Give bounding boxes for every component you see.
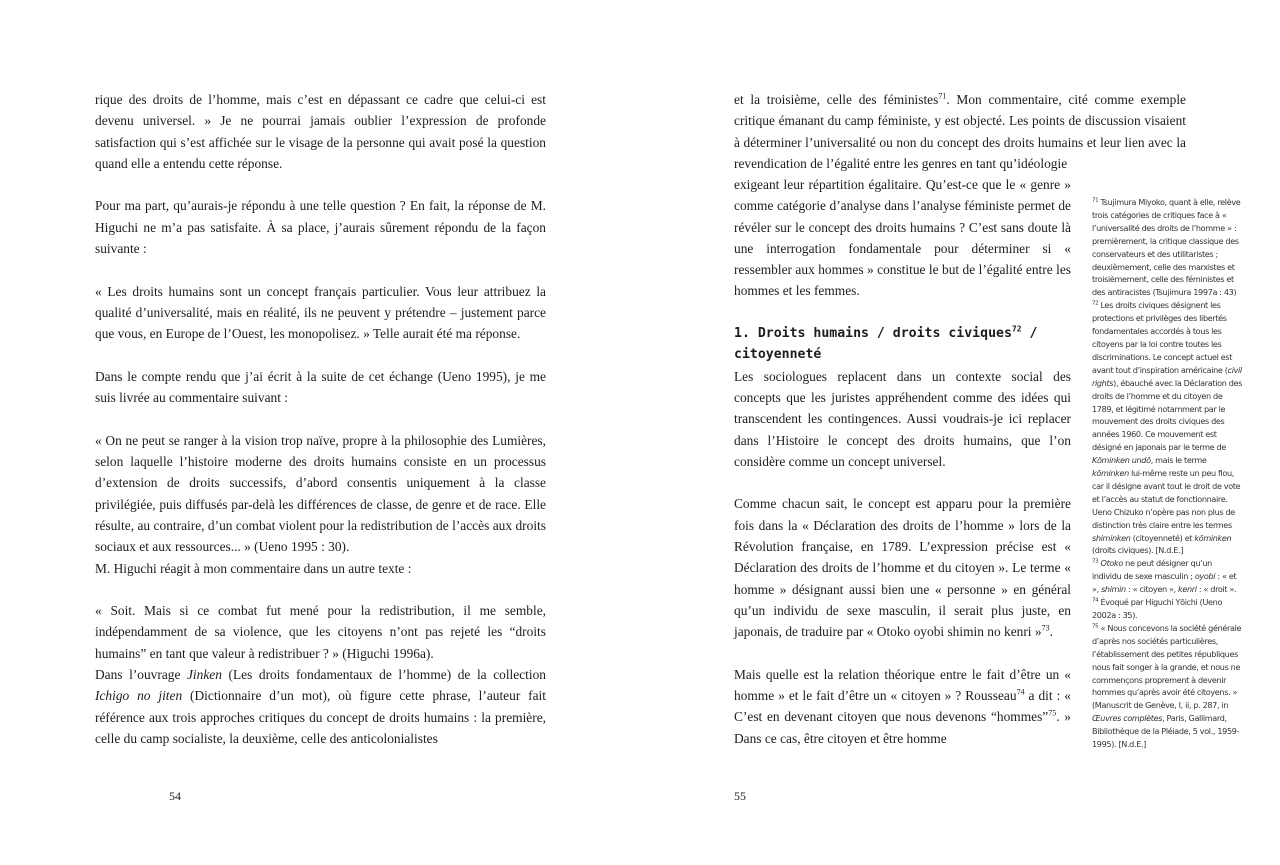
page-number: 54 [169,789,181,803]
right-body [734,174,1071,749]
paragraph: Comme chacun sait, le concept est apparu pour la première fois dans la « Déclaration des droits de l’homme » lors de la Révolution française, en 1789. L’expression précise est « Déclaration des droits de l’homme et du citoyen ». Le terme « homme » désignant aussi bien une « personne » en général qu’un individu de sexe masculin, il serait plus juste, en japonais, de traduire par « Otoko oyobi shimin no kenri »$^{73}$. [734,496,1071,640]
footnote-71: $^{71}$ Tsujimura Miyoko, quant à elle, relève trois catégories de critiques face à « l’universalité des droits de l’homme » : premièrement, la critique classique des conservateurs et des utilitaristes ; deuxièmement, celle des marxistes et troisièmement, celle des féministes et des antiracistes (Tsujimura 1997a : 43) [1092,197,1241,298]
paragraph: Dans l’ouvrage Jinken (Les droits fondamentaux de l’homme) de la collection Ichigo no jiten (Dictionnaire d’un mot), où figure cette phrase, l’auteur fait référence aux trois approches critiques du concept de droits humains : la première, celle du camp socialiste, la deuxième, celle des anticolonialistes [95,667,546,746]
page-number: 55 [734,789,746,803]
paragraph: rique des droits de l’homme, mais c’est en dépassant ce cadre que celui-ci est devenu universel. » Je ne pourrai jamais oublier l’expression de profonde satisfaction qui s’est affichée sur le visage de la personne qui avait posé la question quand elle a entendu cette réponse. [95,92,546,171]
quote-paragraph: « Les droits humains sont un concept français particulier. Vous leur attribuez la qualité d’universalité, mais en réalité, ils ne peuvent y prétendre – justement parce que vous, en Europe de l’Ouest, les monopolisez. » Telle aurait été ma réponse. [95,283,546,342]
book-title: Ichigo no jiten [95,688,183,704]
footnote-ref[interactable]: 72 [1011,324,1022,334]
footnote-ref[interactable]: 71 [938,91,947,101]
left-body [95,89,546,749]
right-page [640,0,1280,865]
footnote-72: $^{72}$ Les droits civiques désignent les protections et privilèges des libertés fondamentales accordés à tous les citoyens par la loi contre toutes les discriminations. Le concept actuel est avant tout d’inspiration américaine (civil rights), ébauché avec la Déclaration des droits de l’homme et du citoyen de 1789, et légitimé notamment par le mouvement des droits civiques des années 1960. Ce mouvement est désigné en japonais par le terme de Kōminken undō, mais le terme kōminken lui-même reste un peu flou, car il désigne avant tout le droit de vote et l’accès au statut de fonctionnaire. Ueno Chizuko n’opère pas non plus de distinction très claire entre les termes shiminken (citoyenneté) et kōminken (droits civiques). [N.d.E.] [1092,300,1242,556]
paragraph: exigeant leur répartition égalitaire. Qu’est-ce que le « genre » comme catégorie d’analyse dans l’analyse féministe permet de révéler sur le concept des droits humains ? C’est sans doute là une interrogation fondamentale pour déterminer si « ressembler aux hommes » constitue le but de l’égalité entre les hommes et les femmes. [734,177,1071,299]
footnote-ref[interactable]: 75 [1048,708,1057,718]
paragraph: Les sociologues replacent dans un contexte social des concepts que les juristes appréhendent comme des idées qui transcendent les contingences. Aussi voudrais-je ici replacer dans l’Histoire le concept des droits humains, que l’on considère comme un concept universel. [734,368,1071,469]
footnote-74: $^{74}$ Évoqué par Higuchi Yōichi (Ueno 2002a : 35). [1092,597,1223,620]
section-heading: 1. Droits humains / droits civiques$^{72}$ / [734,324,1038,342]
paragraph: Mais quelle est la relation théorique entre le fait d’être un « homme » et le fait d’être un « citoyen » ? Rousseau$^{74}$ a dit : « C’est en devenant citoyen que nous devenons “hommes”$^{75}$. » Dans ce cas, être citoyen et être homme [734,666,1071,746]
book-title: Jinken [186,667,222,683]
margin-notes [1092,196,1242,751]
paragraph: et la troisième, celle des féministes$^{71}$. Mon commentaire, cité comme exemple critique émanant du camp féministe, y est objecté. Les points de discussion visaient à déterminer l’universalité ou non du concept des droits humains et leur lien avec la revendication de l’égalité entre les genres en tant qu’idéologie [734,91,1186,171]
footnote-73: $^{73}$ Otoko ne peut désigner qu’un individu de sexe masculin ; oyobi : « et », shimin : « citoyen », kenri : « droit ». [1092,558,1237,595]
paragraph: Pour ma part, qu’aurais-je répondu à une telle question ? En fait, la réponse de M. Higuchi ne m’a pas satisfaite. À sa place, j’aurais sûrement répondu de la façon suivante : [95,198,546,257]
right-body-top [734,89,1186,174]
footnote-ref[interactable]: 73 [1041,623,1050,633]
paragraph: Dans le compte rendu que j’ai écrit à la suite de cet échange (Ueno 1995), je me suis livrée au commentaire suivant : [95,368,546,406]
footnote-ref[interactable]: 74 [1016,687,1025,697]
section-heading-line2: citoyenneté [734,347,822,363]
paragraph: M. Higuchi réagit à mon commentaire dans un autre texte : [95,560,412,576]
quote-paragraph: « Soit. Mais si ce combat fut mené pour la redistribution, il me semble, indépendamment de sa violence, que les citoyens n’ont pas rejeté les “droits humains” en tant que valeur à redistribuer ? » (Higuchi 1996a). [95,603,546,661]
footnote-75: $^{75}$ « Nous concevons la société générale d’après nos sociétés particulières, l’établissement des petites républiques nous fait songer à la grande, et nous ne commençons proprement à devenir hommes qu’après avoir été citoyens. » (Manuscrit de Genève, I, ii, p. 287, in Œuvres complètes, Paris, Gallimard, Bibliothèque de la Pléiade, 5 vol., 1959-1995). [N.d.E.] [1092,622,1242,750]
quote-paragraph: « On ne peut se ranger à la vision trop naïve, propre à la philosophie des Lumières, selon laquelle l’histoire moderne des droits humains consiste en un processus d’extension de droits successifs, d’abord consentis uniquement à la classe privilégiée, puis diffusés par-delà les différences de classe, de genre et de race. Elle résulte, au contraire, d’un combat violent pour la redistribution de l’accès aux droits sociaux et aux ressources... » (Ueno 1995 : 30). [95,432,546,555]
